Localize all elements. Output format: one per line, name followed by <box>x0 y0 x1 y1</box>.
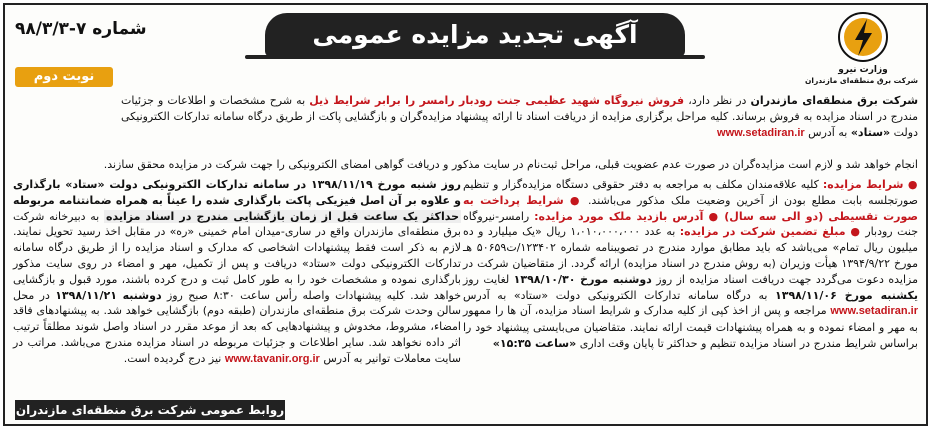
date-start: دوشنبه مورخ ۱۳۹۸/۱۰/۳۰ <box>513 272 652 286</box>
conditions-column-right <box>463 177 918 352</box>
cond-left-text-2: به دبیرخانه شرکت برق منطقه‌ای مازندران واقع در ساری-میدان امام خمینی «ره» در مقابل اخذ رسید تحویل نمایند. لازم به ذکر است فقط پیشنهادات اشخاصی که مدارک و اسناد مزایده را از طریق درگاه سامانه تدارکات الکترونیکی دولت «ستاد» دریافت و پس از تکمیل، مهر و امضاء در روی سایت مذکور بارگذاری نموده و مشخصات خود را به طور کامل ثبت و درج کرده باشند، مورد قبول و بازگشایی خواهد شد. کلیه پیشنهادات واصله رأس ساعت ۸:۳۰ صبح روز <box>13 209 462 302</box>
auction-notice <box>3 3 928 426</box>
cond-left-deadline: حداکثر یک ساعت قبل از زمان بازگشایی مندرج در اسناد مزایده <box>105 209 459 223</box>
cond-text-7: مراجعه و پس از اخذ کپی از کلیه مدارک و شرایط اسناد مزایده، آن ها را ممهور به مهر و امضاء نموده و به همراه پیشنهادات قیمت ارائه نمایند. متقاضیان می‌بایستی پیشنهاد خود را براساس شرایط مندرج در اسناد مزایده تنظیم و حداکثر تا پایان وقت اداری <box>463 304 918 350</box>
intro-text-1: در نظر دارد، <box>688 94 747 107</box>
title-underline <box>245 55 705 59</box>
cond-visit-address: رامسر-نیروگاه جنت رودبار <box>463 209 919 239</box>
intro-subject: فروش نیروگاه شهید عظیمی جنت رودبار رامسر را برابر شرایط ذیل <box>309 94 685 107</box>
cond-visit-label: ● آدرس بازدید ملک مورد مزایده: <box>534 209 720 223</box>
deadline-time: «ساعت ۱۵:۳۵» <box>492 336 577 350</box>
intro-paragraph <box>121 93 918 141</box>
notice-header <box>5 5 926 90</box>
tavanir-lightning-logo-icon <box>837 11 889 63</box>
round-badge: نوبت دوم <box>15 67 113 87</box>
company-name-logo: شرکت برق منطقه‌ای مازندران <box>805 76 918 85</box>
tavanir-link[interactable]: www.tavanir.org.ir <box>224 352 320 365</box>
date-end: یکشنبه مورخ ۱۳۹۸/۱۱/۰۶ <box>775 288 919 302</box>
opening-date: دوشنبه ۱۳۹۸/۱۱/۲۱ <box>55 288 162 302</box>
setad-link-2[interactable]: www.setadiran.ir <box>830 305 918 318</box>
intro-text-2: به شرح مشخصات و اطلاعات و جزئیات مندرج در اسناد مزایده به فروش برساند. کلیه مراحل برگزاری مزایده از دریافت اسناد تا ارائه پیشنهاد مزایده‌گران و بازگشایی پاکت از طریق درگاه سامانه تدارکات الکترونیکی دولت <box>121 94 918 139</box>
ministry-name: وزارت نیرو <box>838 65 888 75</box>
cond-text-1: کلیه علاقه‌مندان مکلف به مراجعه به دفتر حقوقی دستگاه مزایده‌گزار و تنظیم صورتجلسه بابت مطلع بودن از آخرین وضعیت ملک مذکور می‌باشند. <box>463 178 919 207</box>
public-relations-footer: روابط عمومی شرکت برق منطقه‌ای مازندران <box>15 400 285 420</box>
setad-link-1[interactable]: www.setadiran.ir <box>717 126 805 139</box>
cond-left-text-3: در محل سالن وحدت شرکت برق منطقه‌ای مازندران (طبقه دوم) بازگشایی خواهد شد. به پیشنهادهای فاقد امضاء، مشروط، مخدوش و پیشنهادهایی که بعد از موعد مقرر در اسناد واصل شوند مطلقاً ترتیب اثر داده نخواهد شد. سایر اطلاعات و جزئیات مربوطه در اسناد مزایده مندرج می‌باشد. مراتب در سایت معاملات توانیر به آدرس <box>13 288 461 365</box>
issue-number: شماره ۷-۹۸/۳/۳ <box>15 19 147 39</box>
cond-text-4: به عدد ۱،۰۱۰،۰۰۰،۰۰۰ ریال «یک میلیارد و ده میلیون ریال تمام» می‌باشد که باید مطابق موارد مندرج در تصویبنامه شماره ۱۲۳۴۰۲/ت۵۰۶۵۹ هـ مورخ ۱۳۹۴/۹/۲۲ هیأت وزیران (به روش مندرج در اسناد مزایده) ارائه گردد. از متقاضیان شرکت در مزایده دعوت می‌گردد جهت دریافت اسناد مزایده از روز <box>463 225 918 286</box>
intro-text-4: انجام خواهد شد و لازم است مزایده‌گران در صورت عدم عضویت قبلی، مراحل ثبت‌نام در سایت مذکور و دریافت گواهی امضای الکترونیکی را جهت شرکت در مزایده محقق سازند. <box>103 158 918 171</box>
cond-left-text-1: روز شنبه مورخ ۱۳۹۸/۱۱/۱۹ در سامانه تدارکات الکترونیکی دولت «ستاد» بارگذاری و علاوه بر آن اصل فیزیکی پاکت بارگذاری شده را عیناً به همراه ضمانتنامه مربوطه <box>13 178 461 207</box>
cond-text-5: لغایت روز <box>463 272 510 286</box>
intro-setad: «ستاد» <box>850 125 891 139</box>
intro-company: شرکت برق منطقه‌ای مازندران <box>750 94 919 107</box>
cond-left-text-4: نیز درج گردیده است. <box>123 351 222 365</box>
cond-guarantee-label: ● مبلغ تضمین شرکت در مزایده: <box>679 225 861 239</box>
intro-text-3: به آدرس <box>808 125 848 139</box>
cond-text-6: به درگاه سامانه تدارکات الکترونیکی دولت «ستاد» به آدرس <box>463 288 768 302</box>
notice-title: آگهی تجدید مزایده عمومی <box>265 13 685 57</box>
conditions-heading: ● شرایط مزایده: <box>822 178 918 191</box>
intro-paragraph-2 <box>13 157 918 173</box>
company-logo <box>805 11 918 86</box>
conditions-column-left <box>13 177 461 368</box>
cond-payment: ● شرایط پرداخت به صورت تقسیطی (دو الی سه سال) <box>463 193 919 223</box>
